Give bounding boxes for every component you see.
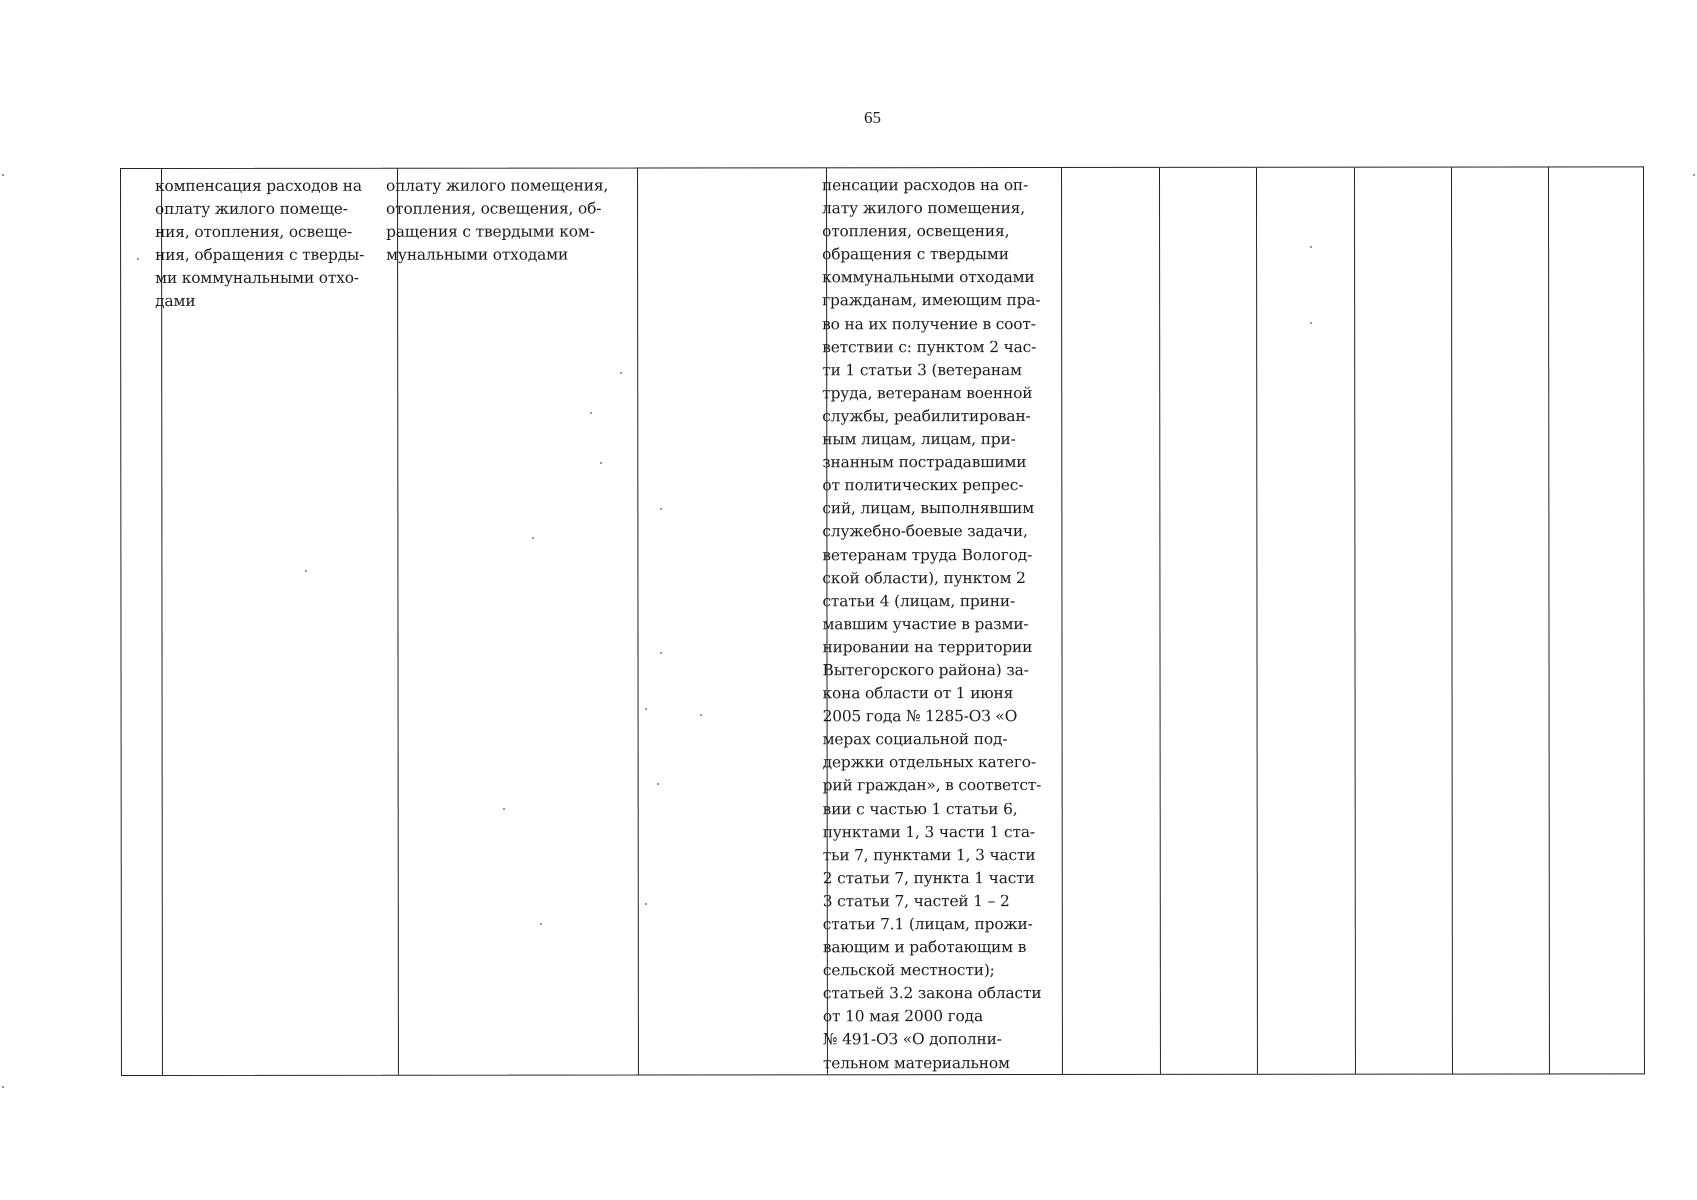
cell-text-line: 2005 года № 1285-ОЗ «О — [822, 707, 1018, 726]
cell-text-line: от 10 мая 2000 года — [822, 1007, 983, 1026]
cell-text-line: ным лицам, лицам, при- — [822, 430, 1016, 449]
cell-text-line: вии с частью 1 статьи 6, — [822, 799, 1018, 818]
cell-text-line: знанным пострадавшими — [822, 453, 1027, 472]
cell-text-line: лату жилого помещения, — [822, 199, 1025, 218]
cell-text-line: служебно-боевые задачи, — [822, 522, 1028, 541]
column-divider — [1451, 168, 1453, 1074]
cell-text-line: мунальными отходами — [386, 245, 569, 265]
cell-text-line: 2 статьи 7, пункта 1 части — [822, 868, 1035, 888]
cell-text-line: ской области), пунктом 2 — [822, 568, 1026, 587]
scan-speck — [600, 462, 602, 464]
cell-column-3 — [386, 174, 636, 267]
cell-text-line: ветеранам труда Вологод- — [822, 545, 1033, 564]
page-number: 65 — [864, 108, 881, 127]
column-divider — [397, 169, 399, 1075]
cell-text-line: сельской местности); — [822, 961, 995, 980]
scan-speck — [137, 258, 139, 260]
cell-text-line: отопления, освещения, — [822, 222, 1010, 241]
scan-speck — [305, 570, 307, 572]
column-divider — [1061, 168, 1063, 1074]
cell-text-line: во на их получение в соот- — [822, 314, 1036, 333]
scan-speck — [657, 783, 659, 785]
cell-text-line: держки отдельных катего- — [822, 753, 1036, 772]
cell-column-2 — [155, 175, 395, 314]
scan-speck — [660, 508, 662, 510]
cell-text-line: ращения с твердыми ком- — [386, 222, 595, 241]
cell-text-line: № 491-ОЗ «О дополни- — [822, 1030, 1002, 1049]
cell-text-line: гражданам, имеющим пра- — [822, 291, 1041, 310]
cell-text-line: от политических репрес- — [822, 476, 1024, 495]
cell-text-line: ти 1 статьи 3 (ветеранам — [822, 360, 1022, 380]
cell-text-line: коммунальными отходами — [822, 268, 1035, 287]
scan-speck — [660, 652, 662, 654]
cell-text-line: мавшим участие в разми- — [822, 614, 1029, 634]
cell-text-line: службы, реабилитирован- — [822, 406, 1031, 426]
cell-text-line: мерах социальной под- — [822, 730, 1008, 749]
cell-column-5 — [822, 174, 1061, 1075]
scan-speck — [2, 1086, 4, 1088]
scan-speck — [590, 412, 592, 414]
cell-text-line: ния, обращения с тверды- — [155, 246, 365, 265]
cell-text-line: пенсации расходов на оп- — [822, 176, 1029, 195]
cell-text-line: кона области от 1 июня — [822, 684, 1014, 703]
cell-text-line: Вытегорского района) за- — [822, 661, 1029, 680]
cell-text-line: 3 статьи 7, частей 1 – 2 — [822, 891, 1010, 911]
cell-text-line: труда, ветеранам военной — [822, 383, 1033, 403]
cell-text-line: статьи 7.1 (лицам, прожи- — [822, 915, 1033, 934]
cell-text-line: рий граждан», в соответст- — [822, 776, 1042, 795]
scan-speck — [1310, 246, 1312, 248]
cell-text-line: пунктами 1, 3 части 1 ста- — [822, 822, 1035, 841]
scan-speck — [1693, 174, 1695, 176]
cell-text-line: вающим и работающим в — [822, 938, 1027, 957]
cell-text-line: ния, отопления, освеще- — [155, 222, 353, 242]
cell-text-line: оплату жилого помещения, — [386, 176, 609, 195]
cell-text-line: ми коммунальными отхо- — [155, 269, 359, 288]
cell-text-line: компенсация расходов на — [155, 176, 362, 195]
cell-text-line: сий, лицам, выполнявшим — [822, 499, 1035, 518]
cell-text-line: тельном материальном — [822, 1053, 1010, 1072]
scan-speck — [503, 808, 505, 810]
scan-speck — [1310, 322, 1312, 324]
cell-text-line: ветствии с: пунктом 2 час- — [822, 337, 1037, 356]
cell-text-line: обращения с твердыми — [822, 245, 1009, 264]
column-divider — [1548, 168, 1550, 1074]
cell-text-line: оплату жилого помеще- — [155, 199, 348, 219]
cell-text-line: тьи 7, пунктами 1, 3 части — [822, 845, 1036, 864]
column-divider — [1256, 168, 1258, 1074]
cell-text-line: отопления, освещения, об- — [386, 199, 602, 218]
cell-text-line: дами — [155, 292, 196, 311]
column-divider — [637, 168, 639, 1074]
table-frame — [120, 166, 1645, 1076]
cell-text-line: статьей 3.2 закона области — [822, 984, 1042, 1003]
scan-speck — [645, 708, 647, 710]
scan-speck — [540, 923, 542, 925]
scan-speck — [620, 372, 622, 374]
scan-speck — [645, 903, 647, 905]
cell-text-line: статьи 4 (лицам, прини- — [822, 591, 1016, 610]
column-divider — [1159, 168, 1161, 1074]
scan-speck — [2, 174, 4, 176]
scan-speck — [700, 714, 702, 716]
column-divider — [1354, 168, 1356, 1074]
scan-speck — [532, 537, 534, 539]
cell-text-line: нировании на территории — [822, 637, 1033, 657]
